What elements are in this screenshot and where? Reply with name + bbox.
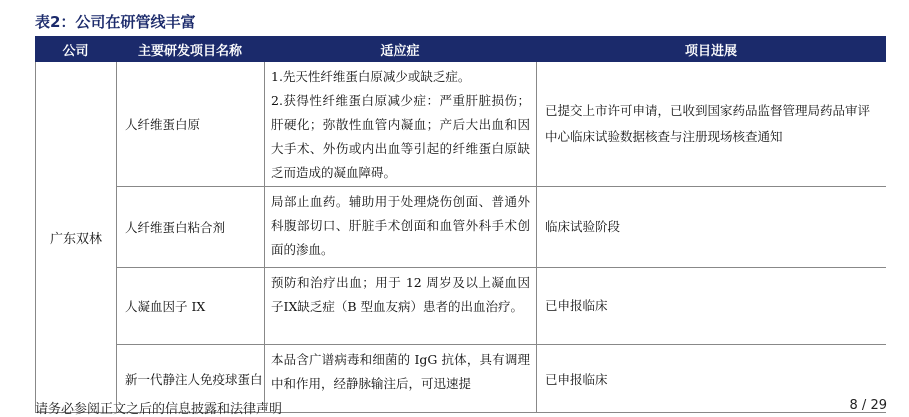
table-header [35, 36, 886, 62]
project-name: 人凝血因子 IX [117, 268, 265, 344]
header-project: 主要研发项目名称 [137, 43, 242, 59]
project-name: 人纤维蛋白粘合剂 [117, 187, 265, 267]
disclaimer: 请务必参阅正文之后的信息披露和法律声明 [35, 402, 283, 417]
indication-text: 1.先天性纤维蛋白原减少或缺乏症。 2.获得性纤维蛋白原减少症：严重肝脏损伤；肝硬化；弥散性血管内凝血；产后大出血和因大手术、外伤或内出血等引起的纤维蛋白原缺乏而造成的凝血障碍。 [265, 62, 537, 186]
indication-text: 预防和治疗出血；用于 12 周岁及以上凝血因子IX缺乏症（B 型血友病）患者的出血治疗。 [265, 268, 537, 344]
header-company: 公司 [62, 43, 89, 59]
header-indication: 适应症 [380, 43, 420, 59]
progress-text: 已申报临床 [537, 345, 886, 413]
table-row [117, 268, 886, 345]
pipeline-table [35, 36, 886, 413]
table-row [117, 62, 886, 187]
progress-text: 已申报临床 [537, 268, 886, 344]
company-cell: 广东双林 [36, 62, 117, 412]
indication-text: 本品含广谱病毒和细菌的 IgG 抗体，具有调理中和作用，经静脉输注后，可迅速提 [265, 345, 537, 413]
progress-text: 临床试验阶段 [537, 187, 886, 267]
header-progress: 项目进展 [684, 43, 737, 59]
progress-text: 已提交上市许可申请，已收到国家药品监督管理局药品审评中心临床试验数据核查与注册现场核查通知 [537, 62, 886, 186]
table-title: 表2：公司在研管线丰富 [35, 13, 196, 31]
project-name: 人纤维蛋白原 [117, 62, 265, 186]
table-body [35, 62, 886, 413]
page-number: 8 / 29 [849, 398, 887, 413]
project-name: 新一代静注人免疫球蛋白 [117, 345, 265, 413]
indication-text: 局部止血药。辅助用于处理烧伤创面、普通外科腹部切口、肝脏手术创面和血管外科手术创面的渗血。 [265, 187, 537, 267]
table-row [117, 187, 886, 268]
